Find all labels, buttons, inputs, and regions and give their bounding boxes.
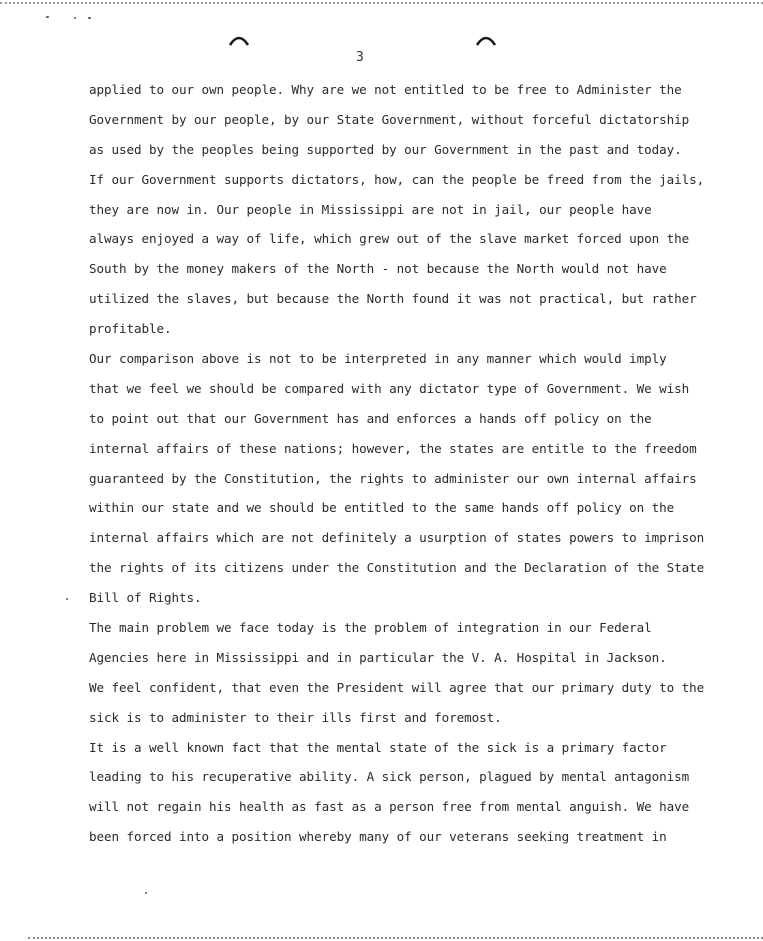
text-line: applied to our own people. Why are we not entitled to be free to Administer the <box>89 82 682 97</box>
text-line: been forced into a position whereby many of our veterans seeking treatment in <box>89 829 667 845</box>
text-line: Bill of Rights. <box>89 590 202 606</box>
scan-speck <box>88 17 91 19</box>
text-line: It is a well known fact that the mental state of the sick is a primary factor <box>89 739 667 755</box>
text-line: as used by the peoples being supported by our Government in the past and today. <box>89 141 682 157</box>
bottom-border-dots <box>28 937 763 939</box>
text-line: internal affairs which are not definitely a usurption of states powers to imprison <box>89 530 705 546</box>
text-line: The main problem we face today is the problem of integration in our Federal <box>89 620 652 636</box>
scan-speck <box>145 892 147 894</box>
text-line: utilized the slaves, but because the North found it was not practical, but rather <box>89 291 697 307</box>
text-line: within our state and we should be entitled to the same hands off policy on the <box>89 500 675 516</box>
text-line: guaranteed by the Constitution, the rights to administer our own internal affairs <box>89 470 697 486</box>
scan-speck <box>66 598 68 600</box>
text-line: We feel confident, that even the President will agree that our primary duty to the <box>89 679 705 695</box>
text-line: always enjoyed a way of life, which grew out of the slave market forced upon the <box>89 231 690 247</box>
text-line: Government by our people, by our State Government, without forceful dictatorship <box>89 111 690 127</box>
text-line: that we feel we should be compared with any dictator type of Government. We wish <box>89 380 690 396</box>
text-line: internal affairs of these nations; however, the states are entitle to the freedom <box>89 440 697 456</box>
text-line: the rights of its citizens under the Constitution and the Declaration of the State <box>89 560 705 576</box>
text-line: will not regain his health as fast as a person free from mental anguish. We have <box>89 799 690 815</box>
text-line: Our comparison above is not to be interpreted in any manner which would imply <box>89 351 667 367</box>
text-line: If our Government supports dictators, how, can the people be freed from the jails, <box>89 171 705 187</box>
text-line: sick is to administer to their ills first and foremost. <box>89 709 502 725</box>
text-line: profitable. <box>89 321 172 337</box>
text-line: to point out that our Government has and enforces a hands off policy on the <box>89 410 652 426</box>
text-line: South by the money makers of the North - not because the North would not have <box>89 261 667 277</box>
text-line: Agencies here in Mississippi and in particular the V. A. Hospital in Jackson. <box>89 649 667 665</box>
text-line: leading to his recuperative ability. A sick person, plagued by mental antagonism <box>89 769 690 785</box>
scan-speck <box>46 16 49 18</box>
page-number: 3 <box>356 50 364 65</box>
document-body <box>89 79 729 856</box>
top-border-dots <box>0 2 763 4</box>
binder-hole-left-icon <box>228 34 250 46</box>
text-line: they are now in. Our people in Mississippi are not in jail, our people have <box>89 201 652 217</box>
binder-hole-right-icon <box>475 34 497 46</box>
scan-speck <box>74 17 76 19</box>
